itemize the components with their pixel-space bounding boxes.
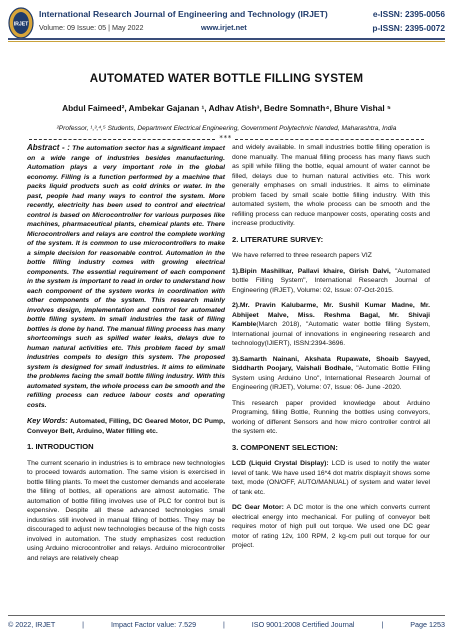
reference-2 xyxy=(232,301,430,349)
reference-2-authors: 2).Mr. Pravin Kalubarme, Mr. Sushil Kumar Madne, Mr. Abhijeet Malve, Miss. Reshma Bagal, Mr. Shivaji Kamble xyxy=(232,302,430,328)
left-column xyxy=(27,143,225,569)
reference-1-authors: 1).Bipin Mashilkar, Pallavi khaire, Girish Dalvi, xyxy=(232,267,391,275)
e-issn: e-ISSN: 2395-0056 xyxy=(372,9,445,19)
separator-line-left xyxy=(29,139,215,140)
literature-summary: This research paper provided knowledge about Arduino Programing, filling Bottle, Running the bottles using conveyors, working of different Sensors and how micro controller control all the system etc. xyxy=(232,399,430,435)
section-heading-introduction: 1. INTRODUCTION xyxy=(27,442,94,451)
separator-line-right xyxy=(235,139,424,140)
header-divider-accent xyxy=(8,41,445,42)
footer-copyright: © 2022, IRJET xyxy=(8,620,56,629)
literature-intro: We have referred to three research papers VIZ xyxy=(232,252,372,259)
paper-title: AUTOMATED WATER BOTTLE FILLING SYSTEM xyxy=(89,72,364,85)
footer-iso: ISO 9001:2008 Certified Journal xyxy=(251,620,355,629)
right-column xyxy=(232,143,430,557)
logo-text: IRJET xyxy=(13,21,29,28)
abstract-label: Abstract - : xyxy=(27,143,70,152)
footer-separator: | xyxy=(381,620,384,629)
affiliation: ²Professor, ¹,³,⁴,⁵ Students, Department Electrical Engineering, Government Polytechnic Nanded, Maharashtra, India xyxy=(56,125,397,132)
component-dc-motor-label: DC Gear Motor: xyxy=(232,504,284,511)
keywords-label: Key Words: xyxy=(27,416,68,425)
p-issn: p-ISSN: 2395-0072 xyxy=(372,23,445,33)
footer-text xyxy=(8,620,445,629)
reference-2-details: (March 2018), "Automatic water bottle filling System, International journal of innovations in engineering research and technology(IJIERT), ISSN:2394-3696. xyxy=(232,321,430,347)
abstract xyxy=(27,143,225,410)
footer-separator: | xyxy=(223,620,225,629)
footer-separator: | xyxy=(82,620,85,629)
component-dc-motor xyxy=(232,503,430,551)
section-separator xyxy=(29,135,424,143)
volume-issue: Volume: 09 Issue: 05 | May 2022 xyxy=(39,23,144,32)
keywords-text: Automated, Filling, DC Geared Motor, DC Pump, Conveyor Belt, Arduino, Water filling etc. xyxy=(27,418,225,435)
author-list: Abdul Faimeed², Ambekar Gajanan ¹, Adhav Atish³, Bedre Somnath⁴, Bhure Vishal ⁵ xyxy=(62,103,391,113)
separator-stars: *** xyxy=(219,134,232,142)
reference-3-details: "Automatic Bottle Filling System using Arduino Uno", International Research Journal of Engineering (IRJET), Volume: 07, Issue: 06- June -2020. xyxy=(232,365,430,391)
footer-divider xyxy=(8,615,445,616)
footer-page-number: Page 1253 xyxy=(410,620,445,629)
journal-name: International Research Journal of Engineering and Technology (IRJET) xyxy=(39,9,328,19)
reference-3-authors: 3).Samarth Nainani, Akshata Rupawate, Shoaib Sayyed, Siddharth Poojary, Vaishali Bodhale, xyxy=(232,355,430,372)
component-dc-motor-text: A DC motor is the one which converts current electrical energy into mechanical. For pulling of conveyor belt requires motor of high pull out torque. We used one DC gear motor of rating 12v, 100 RPM, 2 kg-cm pull out torque for our project. xyxy=(232,504,430,549)
introduction-continued: and widely available. In small industries bottle filling operation is done manually. The manual filling process has many flaws such as spill while filling the bottle, equal amount of water cannot be filled, delays due to human natural activities etc. This work generally emphases on small industries. It aims to eliminate problem faced by small scale bottle filling industry. With this automated system, the whole process can be smooth and the refilling process can reduce manpower costs, operating costs and increase productivity. xyxy=(232,144,430,227)
section-heading-components: 3. COMPONENT SELECTION: xyxy=(232,442,338,452)
component-lcd-text: LCD is used to notify the water level of tank. We have used 16*4 dot matrix display.it shows some text, mode (ON/OFF, AUTO/MANUAL) of system and water level of tank etc. xyxy=(232,460,431,496)
keywords xyxy=(27,416,225,436)
component-lcd xyxy=(232,459,430,497)
component-lcd-label: LCD (Liquid Crystal Display): xyxy=(232,460,329,467)
abstract-text: The automation sector has a significant impact on a wide range of industries besides manufacturing. Automation plays a very important role in the global economy. Filling is a function performed by a machine that packs liquid products such as cold drinks or water. In the past, people had many ways to control the system. More recently, electricity has been used to control and electrical control is based on Microcontroller for various purposes like machines, pharmaceutical plants, chemical plants etc. There Microcontrollers and relays are control the complete working of the system. It is common to use microcontrollers to make a simple decision for reasonable control. Automation in the bottle filling industry comes with growing electrical components. The essential requirement of each component in the system is important to read in order to understand how each component of the system works in coordination with other components of the system. This research mainly involves design, implementation and control for automated bottle filling system. In small industries the task of filling bottles is done by hand. The manual filling process has many shortcomings such as spilled water leaks, delays due to human natural activities etc. This problem faced by small industries compels to design this system. The proposed system is designed for small industries. It aims to eliminate the problems facing the small bottle filling industry. With this automated system, the whole process can be smooth and the refilling process can reduce labour costs and operating costs. xyxy=(27,145,225,409)
reference-1-details: "Automated bottle Filling System", International Research Journal of Engineering (IRJET), Volume: 02, Issue: 07-Oct-2015. xyxy=(232,267,431,294)
introduction-text: The current scenario in industries is to embrace new technologies to proceed towards automation. The same vision is exercised in bottle filling plants. To meet the customer demands and accelerate the filling of bottles, all operations are almost automatic. The automation of bottle filling involves use of PLC for control but is expensive. Despite all these advanced technologies small industries still involved in manual filling of bottles. They may be discouraged to adjust new technologies because of the high costs involved in automation. The study emphasizes cost reduction using Arduino microcontroller and relays. Arduino microcontroller and relays are relatively cheap xyxy=(27,459,225,562)
reference-1 xyxy=(232,267,430,296)
section-heading-literature: 2. LITERATURE SURVEY: xyxy=(232,234,324,244)
reference-3 xyxy=(232,355,430,393)
header-divider xyxy=(8,38,445,40)
footer-impact-factor: Impact Factor value: 7.529 xyxy=(110,620,197,629)
irjet-logo xyxy=(8,7,34,39)
journal-url[interactable]: www.irjet.net xyxy=(201,23,247,32)
page-footer xyxy=(8,615,445,635)
